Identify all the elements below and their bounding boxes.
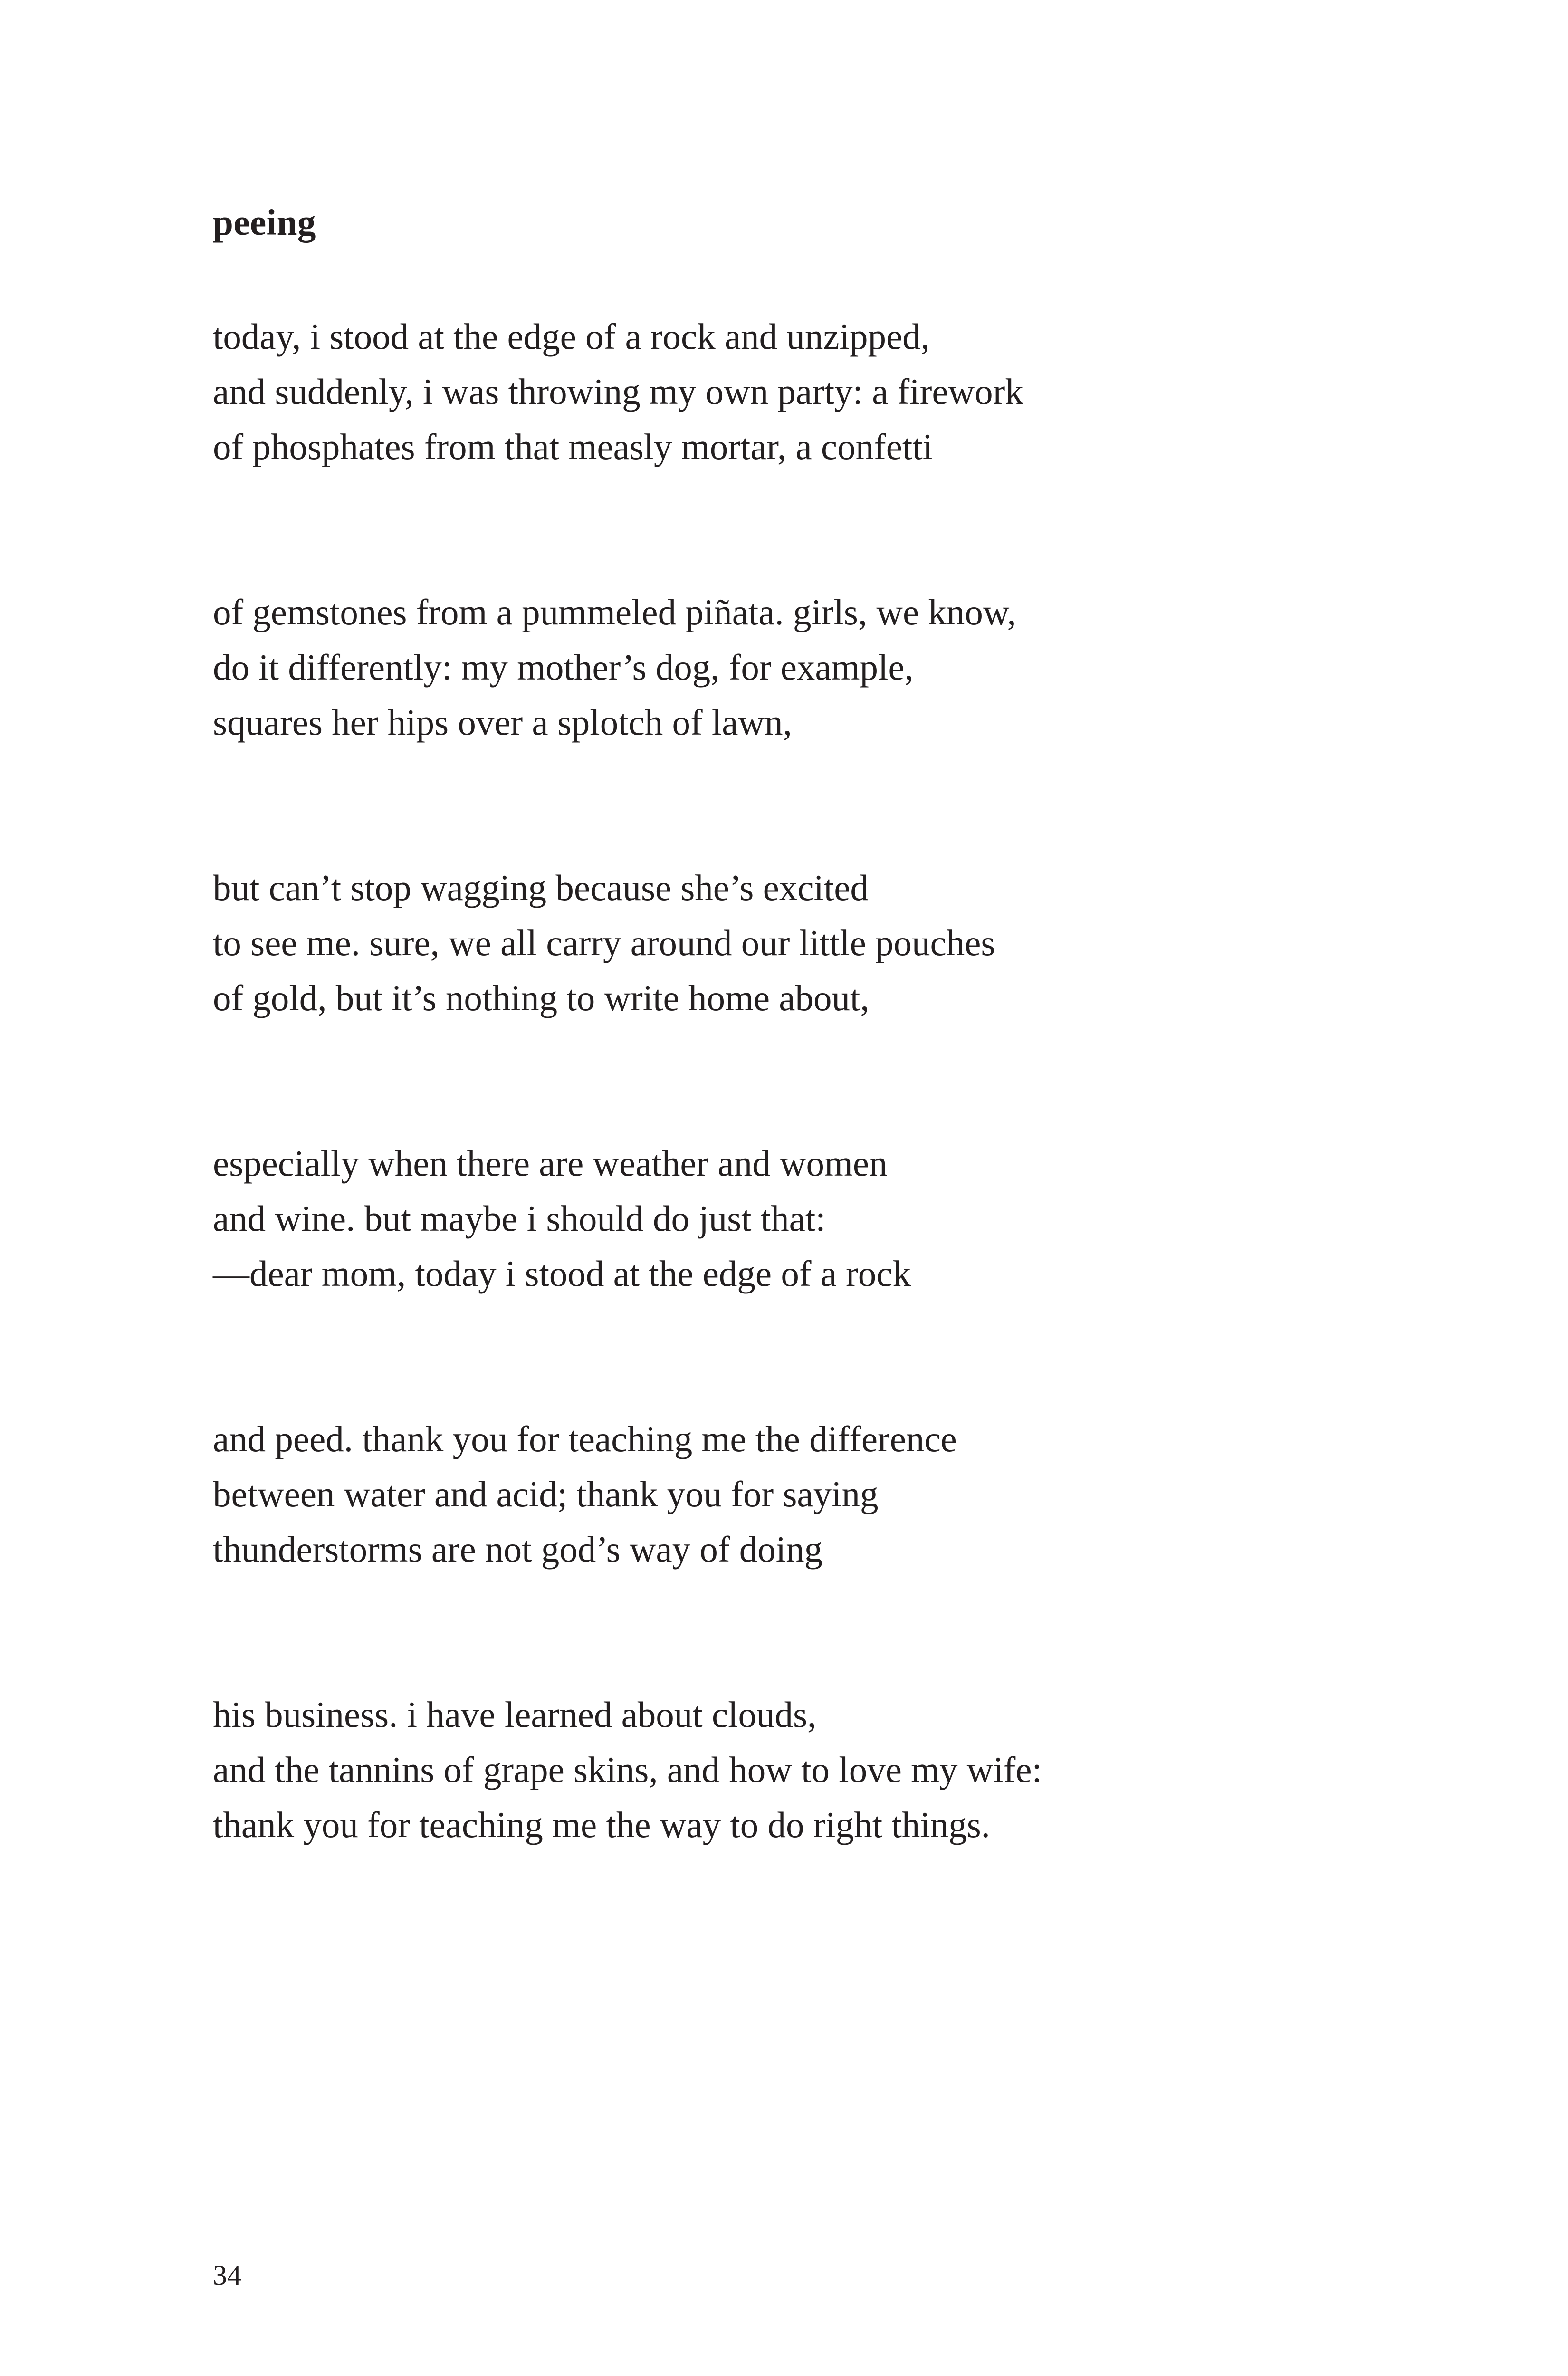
stanza-2: [213, 584, 1042, 750]
poem-line: thunderstorms are not god’s way of doing: [213, 1529, 823, 1570]
stanza-1: [213, 309, 1042, 474]
poem-line: of gold, but it’s nothing to write home about,: [213, 977, 870, 1018]
poem-line: today, i stood at the edge of a rock and unzipped,: [213, 316, 930, 357]
page-number: 34: [213, 2260, 241, 2291]
poem-title: peeing: [213, 202, 316, 243]
poem-line: and the tannins of grape skins, and how to love my wife:: [213, 1749, 1042, 1790]
poem-line: especially when there are weather and women: [213, 1143, 888, 1184]
poem-line: of gemstones from a pummeled piñata. girls, we know,: [213, 592, 1016, 632]
poem-line: and peed. thank you for teaching me the difference: [213, 1418, 957, 1459]
poem-line: but can’t stop wagging because she’s excited: [213, 867, 869, 908]
poem-line: —dear mom, today i stood at the edge of a rock: [213, 1253, 911, 1294]
poem-line: and suddenly, i was throwing my own party: a firework: [213, 371, 1023, 412]
stanza-6: [213, 1687, 1042, 1852]
poem-body: [213, 309, 1042, 1852]
poem-line: of phosphates from that measly mortar, a confetti: [213, 426, 933, 467]
stanza-4: [213, 1136, 1042, 1301]
poem-line: thank you for teaching me the way to do right things.: [213, 1804, 990, 1845]
poem-line: his business. i have learned about clouds,: [213, 1694, 817, 1735]
poem-line: between water and acid; thank you for saying: [213, 1474, 879, 1514]
stanza-5: [213, 1411, 1042, 1577]
poem-line: do it differently: my mother’s dog, for example,: [213, 647, 914, 688]
stanza-3: [213, 860, 1042, 1025]
poem-line: squares her hips over a splotch of lawn,: [213, 702, 792, 743]
poem-line: and wine. but maybe i should do just that:: [213, 1198, 826, 1239]
poem-line: to see me. sure, we all carry around our little pouches: [213, 922, 995, 963]
